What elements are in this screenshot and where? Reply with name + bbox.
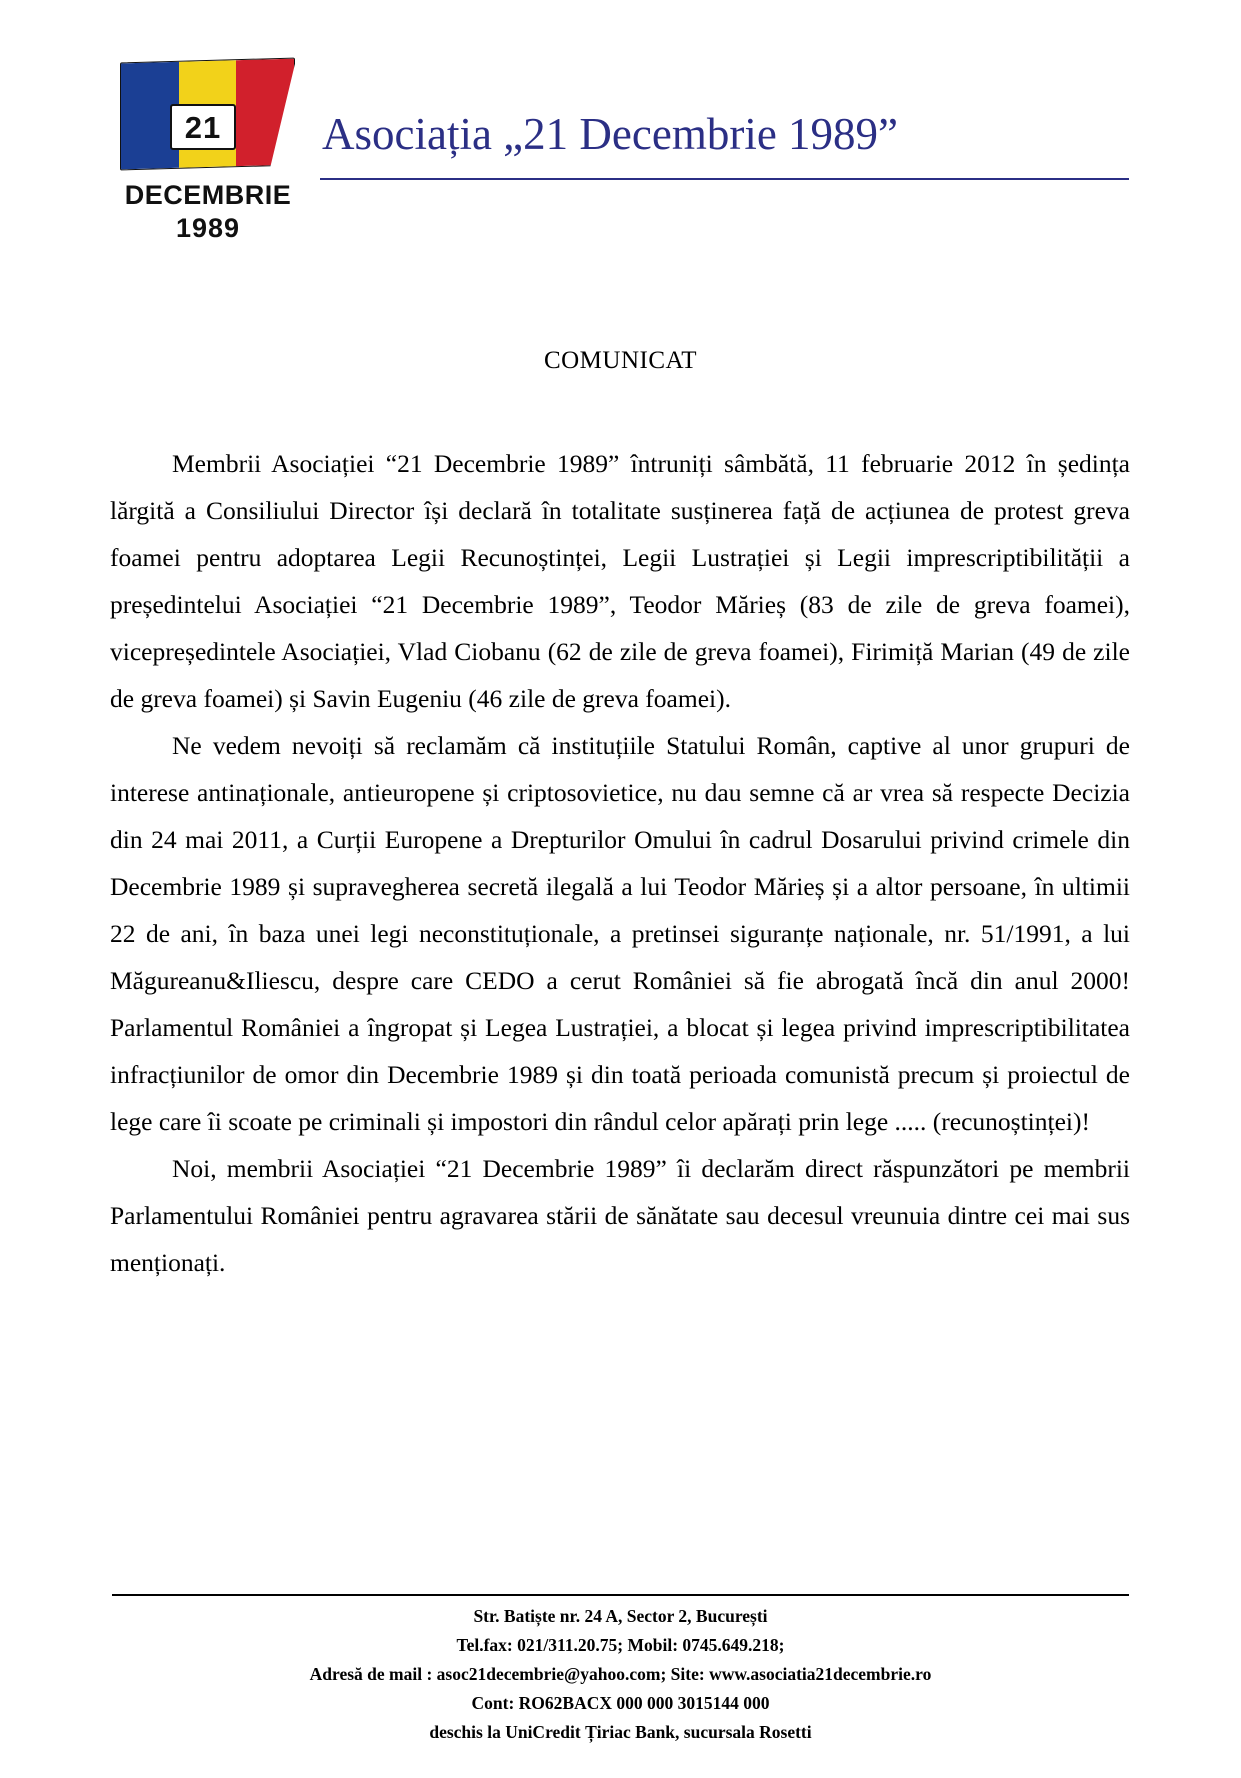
footer-bank: deschis la UniCredit Țiriac Bank, sucursala Rosetti <box>429 1722 812 1742</box>
association-logo <box>112 58 312 258</box>
paragraph: Membrii Asociației “21 Decembrie 1989” întruniți sâmbătă, 11 februarie 2012 în ședința lărgită a Consiliului Director își declară în totalitate susținerea față de acțiunea de protest greva foamei pentru adoptarea Legii Recunoștinței, Legii Lustrației și Legii imprescriptibilității a președintelui Asociației “21 Decembrie 1989”, Teodor Mărieș (83 de zile de greva foamei), vicepreședintele Asociației, Vlad Ciobanu (62 de zile de greva foamei), Firimiță Marian (49 de zile de greva foamei) și Savin Eugeniu (46 zile de greva foamei). <box>110 449 1130 713</box>
organization-title: Asociația „21 Decembrie 1989” <box>322 109 899 159</box>
footer-phone: Tel.fax: 021/311.20.75; Mobil: 0745.649.218; <box>456 1635 785 1655</box>
footer-contact-block <box>112 1602 1129 1747</box>
letterhead <box>112 58 1129 258</box>
document-body <box>110 440 1130 1286</box>
footer-email-site: Adresă de mail : asoc21decembrie@yahoo.com; Site: www.asociatia21decembrie.ro <box>309 1664 932 1684</box>
paragraph: Ne vedem nevoiți să reclamăm că instituțiile Statului Român, captive al unor grupuri de interese antinaționale, antieuropene și criptosovietice, nu dau semne că ar vrea să respecte Decizia din 24 mai 2011, a Curții Europene a Drepturilor Omului în cadrul Dosarului privind crimele din Decembrie 1989 și supravegherea secretă ilegală a lui Teodor Mărieș și a altor persoane, în ultimii 22 de ani, în baza unei legi neconstituționale, a pretinsei siguranțe naționale, nr. 51/1991, a lui Măgureanu&Iliescu, despre care CEDO a cerut României să fie abrogată încă din anul 2000! Parlamentul României a îngropat și Legea Lustrației, a blocat și legea privind imprescriptibilitatea infracțiunilor de omor din Decembrie 1989 și din toată perioada comunistă precum și proiectul de lege care îi scoate pe criminali și impostori din rândul celor apărați prin lege ..... (recunoștinței)! <box>110 731 1130 1136</box>
footer-address: Str. Batiște nr. 24 A, Sector 2, București <box>473 1606 768 1626</box>
footer-account: Cont: RO62BACX 000 000 3015144 000 <box>471 1693 770 1713</box>
header-divider <box>320 178 1129 180</box>
paragraph: Noi, membrii Asociației “21 Decembrie 1989” îi declarăm direct răspunzători pe membrii Parlamentului României pentru agravarea stării de sănătate sau decesul vreunuia dintre cei mai sus menționați. <box>110 1154 1130 1277</box>
document-heading: COMUNICAT <box>543 347 698 374</box>
logo-text-1989: 1989 <box>175 213 241 243</box>
footer-divider <box>112 1594 1129 1596</box>
logo-text-decembrie: DECEMBRIE <box>124 180 292 210</box>
logo-year-badge: 21 <box>170 104 236 150</box>
